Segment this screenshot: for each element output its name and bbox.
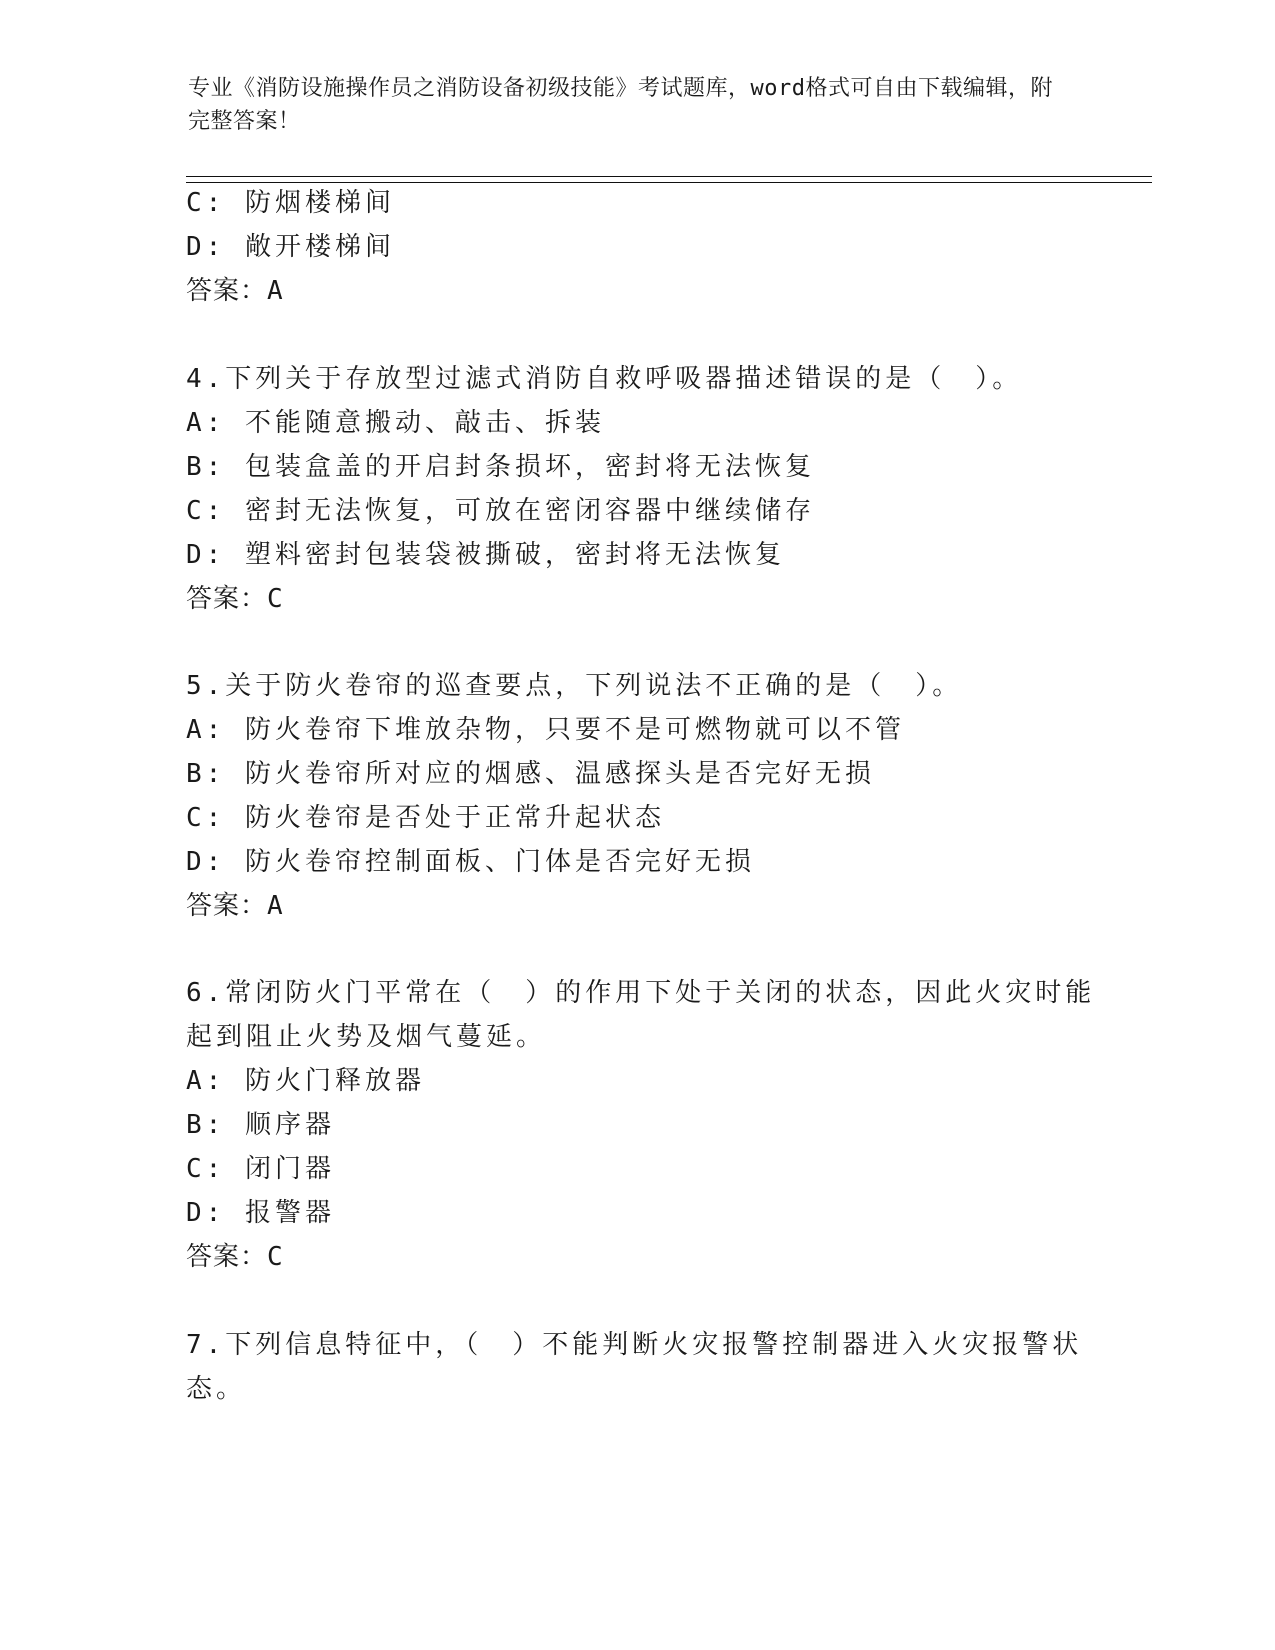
q4-option-a: A: 不能随意搬动、敲击、拆装: [186, 408, 605, 438]
q3-option-c: C: 防烟楼梯间: [186, 188, 395, 218]
q3-option-d: D: 敞开楼梯间: [186, 232, 395, 262]
q6-stem-line2: 起到阻止火势及烟气蔓延。: [186, 1022, 547, 1052]
q6-option-c: C: 闭门器: [186, 1154, 335, 1184]
q4-stem: 4.下列关于存放型过滤式消防自救呼吸器描述错误的是（ ）。: [186, 364, 1023, 394]
q7-stem-line1: 7.下列信息特征中，（ ）不能判断火灾报警控制器进入火灾报警状: [186, 1330, 1083, 1360]
header-divider-top: [186, 176, 1152, 177]
q6-answer: 答案：C: [186, 1242, 284, 1272]
q5-option-a: A: 防火卷帘下堆放杂物，只要不是可燃物就可以不管: [186, 715, 905, 745]
q6-option-d: D: 报警器: [186, 1198, 335, 1228]
q5-option-b: B: 防火卷帘所对应的烟感、温感探头是否完好无损: [186, 759, 875, 789]
q6-option-a: A: 防火门释放器: [186, 1066, 425, 1096]
q6-stem-line1: 6.常闭防火门平常在（ ）的作用下处于关闭的状态，因此火灾时能: [186, 978, 1096, 1008]
q5-stem: 5.关于防火卷帘的巡查要点，下列说法不正确的是（ ）。: [186, 671, 963, 701]
q5-option-c: C: 防火卷帘是否处于正常升起状态: [186, 803, 665, 833]
q4-option-c: C: 密封无法恢复，可放在密闭容器中继续储存: [186, 496, 815, 526]
q3-answer: 答案：A: [186, 276, 284, 306]
header-divider-bottom: [186, 182, 1152, 183]
q5-answer: 答案：A: [186, 891, 284, 921]
q4-option-b: B: 包装盒盖的开启封条损坏，密封将无法恢复: [186, 452, 815, 482]
q7-stem-line2: 态。: [186, 1374, 247, 1404]
q4-option-d: D: 塑料密封包装袋被撕破，密封将无法恢复: [186, 540, 785, 570]
q4-answer: 答案：C: [186, 584, 284, 614]
q6-option-b: B: 顺序器: [186, 1110, 335, 1140]
document-header: 专业《消防设施操作员之消防设备初级技能》考试题库，word格式可自由下载编辑，附完整答案！: [188, 76, 1053, 134]
q5-option-d: D: 防火卷帘控制面板、门体是否完好无损: [186, 847, 755, 877]
